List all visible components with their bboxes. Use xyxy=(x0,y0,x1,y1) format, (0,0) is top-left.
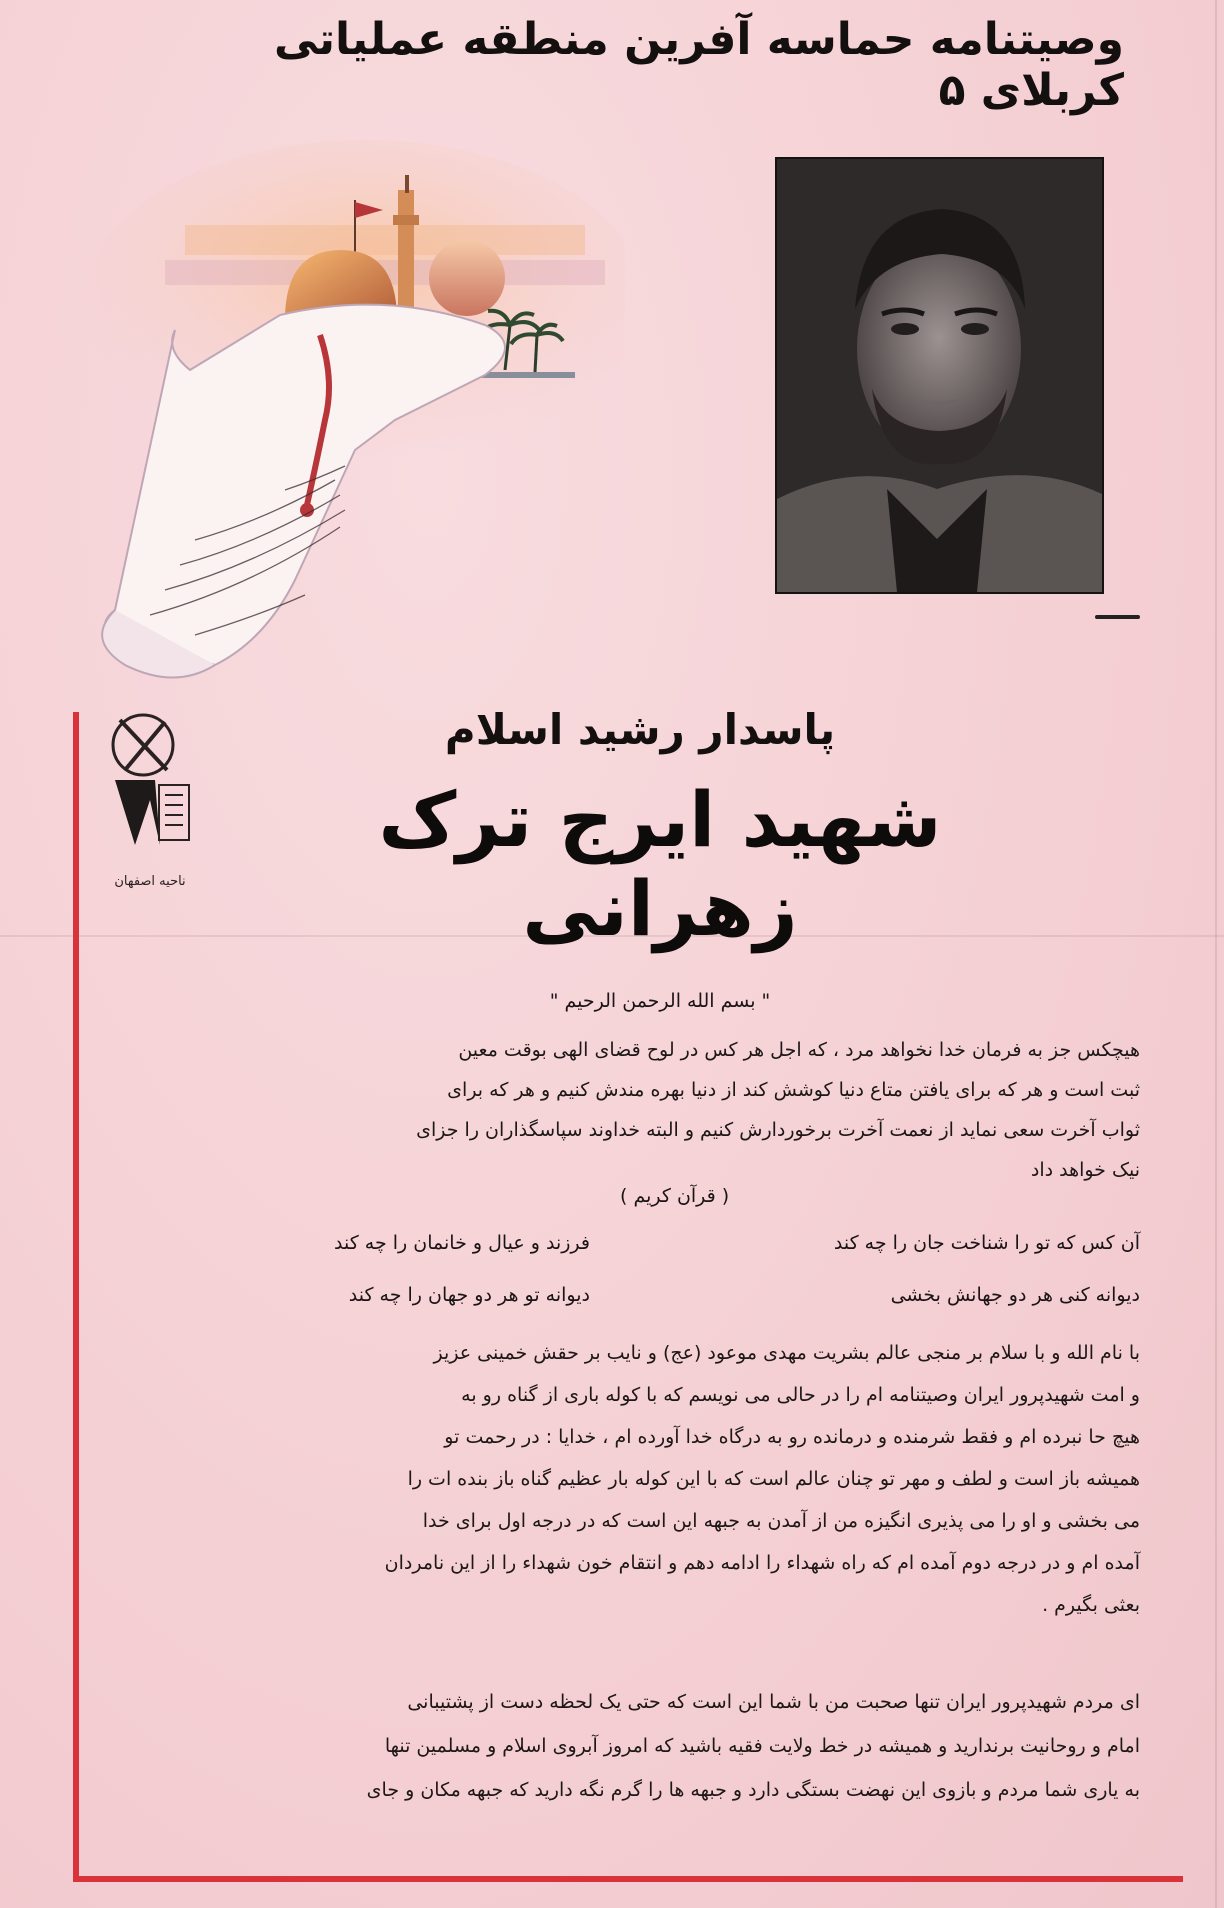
red-border-bottom xyxy=(73,1876,1183,1882)
text-line: بعثی بگیرم . xyxy=(1042,1594,1140,1616)
poem-hemistich: آن کس که تو را شناخت جان را چه کند xyxy=(833,1232,1140,1254)
sun-icon xyxy=(429,240,505,316)
verse-reference: ( قرآن کریم ) xyxy=(620,1185,730,1207)
irgc-emblem-icon xyxy=(95,700,205,900)
poem-row xyxy=(140,1232,1140,1284)
red-border-left xyxy=(73,712,79,1882)
ink-mark xyxy=(1095,615,1140,619)
portrait-photo xyxy=(775,157,1104,594)
subtitle: پاسدار رشید اسلام xyxy=(444,705,836,754)
text-line: هیچ حا نبرده ام و فقط شرمنده و درمانده رو به درگاه خدا آورده ام ، خدایا : در رحمت تو xyxy=(444,1426,1140,1448)
text-line: با نام الله و با سلام بر منجی عالم بشریت مهدی موعود (عج) و نایب بر حقش خمینی عزیز xyxy=(433,1342,1140,1364)
paragraph-2 xyxy=(140,1332,1140,1626)
text-line: آمده ام و در درجه دوم آمده ام که راه شهداء را ادامه دهم و انتقام خون شهداء را از این نامردان xyxy=(384,1552,1140,1574)
text-line: ثواب آخرت سعی نماید از نعمت آخرت برخوردارش کنیم و البته خداوند سپاسگذاران را جزای xyxy=(416,1119,1140,1141)
shrine-illustration xyxy=(55,120,625,720)
text-line: می بخشی و او را می پذیری انگیزه من از آمدن به جبهه این است که در درجه اول برای خدا xyxy=(422,1510,1140,1532)
text-line: نیک خواهد داد xyxy=(1030,1159,1140,1181)
poem-hemistich: دیوانه کنی هر دو جهانش بخشی xyxy=(890,1284,1140,1306)
text-line: و امت شهیدپرور ایران وصیتنامه ام را در حالی می نویسم که با کوله باری از گناه رو به xyxy=(461,1384,1140,1406)
text-line: امام و روحانیت برندارید و همیشه در خط ولایت فقیه باشید که امروز آبروی اسلام و مسلمین تنها xyxy=(384,1735,1140,1757)
text-line: هیچکس جز به فرمان خدا نخواهد مرد ، که اجل هر کس در لوح قضای الهی بوقت معین xyxy=(458,1039,1140,1061)
text-line: ای مردم شهیدپرور ایران تنها صحبت من با شما این است که حتی یک لحظه دست از پشتیبانی xyxy=(407,1691,1140,1713)
poem-hemistich: دیوانه تو هر دو جهان را چه کند xyxy=(348,1284,590,1306)
poem-row xyxy=(140,1284,1140,1336)
text-line: به یاری شما مردم و بازوی این نهضت بستگی دارد و جبهه ها را گرم نگه دارید که جبهه مکان و جای xyxy=(366,1779,1140,1801)
paper-fold-vertical xyxy=(1215,0,1217,1908)
poem-hemistich: فرزند و عیال و خانمان را چه کند xyxy=(334,1232,590,1254)
paragraph-3 xyxy=(140,1680,1140,1812)
basmala: " بسم الله الرحمن الرحیم " xyxy=(549,990,771,1012)
martyr-name: شهید ایرج ترک زهرانی xyxy=(378,775,942,953)
text-line: ثبت است و هر که برای یافتن متاع دنیا کوشش کند از دنیا بهره مندش کنیم و هر که برای xyxy=(447,1079,1140,1101)
poem xyxy=(140,1232,1140,1336)
text-line: همیشه باز است و لطف و مهر تو چنان عالم است که با این کوله بار عظیم گناه باز بنده ات را xyxy=(407,1468,1140,1490)
logo-caption: ناحیه اصفهان xyxy=(114,874,186,889)
paragraph-1 xyxy=(140,1030,1140,1190)
header-title: وصیتنامه حماسه آفرین منطقه عملیاتی کربلای ۵ xyxy=(274,14,1124,116)
